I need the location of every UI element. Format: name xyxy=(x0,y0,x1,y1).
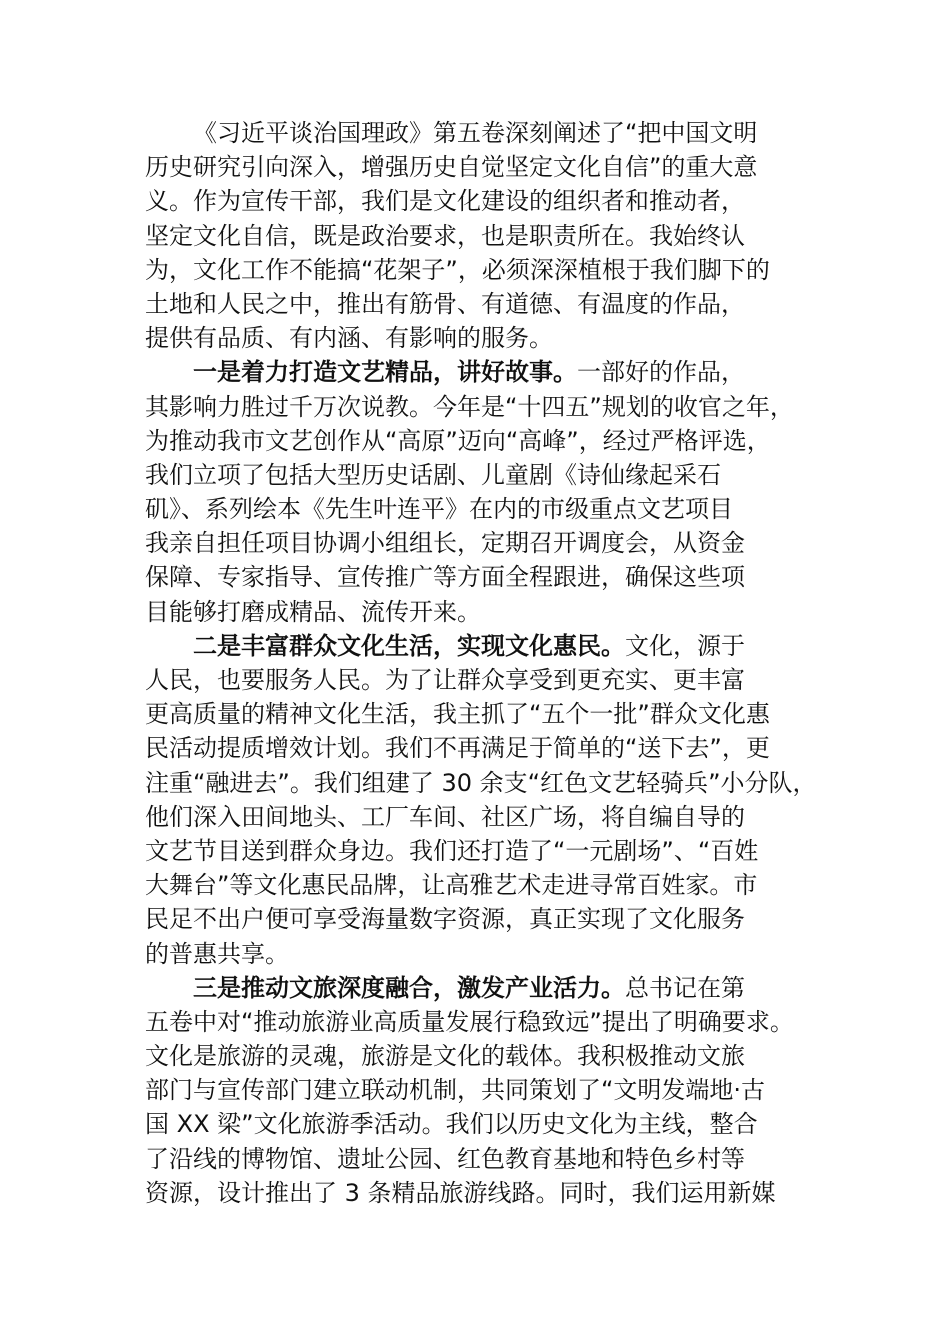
text-line xyxy=(145,355,845,389)
text-run: 文化，源于 xyxy=(625,631,745,660)
section-heading: 三是推动文旅深度融合，激发产业活力。 xyxy=(193,973,625,1002)
text-line: 国 XX 梁”文化旅游季活动。我们以历史文化为主线，整合 xyxy=(145,1110,758,1139)
section-heading: 一是着力打造文艺精品，讲好故事。 xyxy=(193,358,577,387)
text-line: 提供有品质、有内涵、有影响的服务。 xyxy=(145,324,553,353)
text-line: 了沿线的博物馆、遗址公园、红色教育基地和特色乡村等 xyxy=(145,1144,745,1173)
text-line: 《习近平谈治国理政》第五卷深刻阐述了“把中国文明 xyxy=(193,119,758,147)
text-line: 民活动提质增效计划。我们不再满足于简单的“送下去”，更 xyxy=(145,734,770,763)
text-line: 民足不出户便可享受海量数字资源，真正实现了文化服务 xyxy=(145,905,745,934)
text-line: 为，文化工作不能搞“花架子”，必须深深植根于我们脚下的 xyxy=(145,255,770,284)
paragraph-point-three xyxy=(145,971,845,1210)
section-heading: 二是丰富群众文化生活，实现文化惠民。 xyxy=(193,631,625,660)
text-line: 文化是旅游的灵魂，旅游是文化的载体。我积极推动文旅 xyxy=(145,1042,745,1071)
text-line xyxy=(145,629,845,663)
text-line: 人民，也要服务人民。为了让群众享受到更充实、更丰富 xyxy=(145,666,745,694)
text-line: 文艺节目送到群众身边。我们还打造了“一元剧场”、“百姓 xyxy=(145,836,759,865)
text-run: 一部好的作品， xyxy=(577,358,745,387)
text-line: 的普惠共享。 xyxy=(145,939,289,968)
text-line: 他们深入田间地头、工厂车间、社区广场，将自编自导的 xyxy=(145,802,745,831)
text-line: 土地和人民之中，推出有筋骨、有道德、有温度的作品， xyxy=(145,289,745,318)
document-page xyxy=(145,116,845,1210)
paragraph-point-two xyxy=(145,629,845,971)
text-line: 我们立项了包括大型历史话剧、儿童剧《诗仙缘起采石 xyxy=(145,460,721,489)
text-line: 其影响力胜过千万次说教。今年是“十四五”规划的收官之年， xyxy=(145,392,794,421)
text-line: 为推动我市文艺创作从“高原”迈向“高峰”，经过严格评选， xyxy=(145,426,771,455)
paragraph-intro xyxy=(145,116,845,355)
text-line: 注重“融进去”。我们组建了 30 余支“红色文艺轻骑兵”小分队， xyxy=(145,768,817,797)
paragraph-point-one xyxy=(145,355,845,629)
text-line: 大舞台”等文化惠民品牌，让高雅艺术走进寻常百姓家。市 xyxy=(145,871,758,900)
text-line: 坚定文化自信，既是政治要求，也是职责所在。我始终认 xyxy=(145,221,745,250)
text-line: 我亲自担任项目协调小组组长，定期召开调度会，从资金 xyxy=(145,529,745,558)
text-line: 部门与宣传部门建立联动机制，共同策划了“文明发端地·古 xyxy=(145,1076,766,1105)
text-line: 更高质量的精神文化生活，我主抓了“五个一批”群众文化惠 xyxy=(145,700,770,729)
text-line: 五卷中对“推动旅游业高质量发展行稳致远”提出了明确要求。 xyxy=(145,1007,794,1036)
text-run: 总书记在第 xyxy=(625,973,745,1002)
text-line xyxy=(145,971,845,1005)
text-line: 义。作为宣传干部，我们是文化建设的组织者和推动者， xyxy=(145,187,745,216)
text-line: 目能够打磨成精品、流传开来。 xyxy=(145,597,481,626)
text-line: 矶》、系列绘本《先生叶连平》在内的市级重点文艺项目 xyxy=(145,495,733,524)
text-line: 历史研究引向深入，增强历史自觉坚定文化自信”的重大意 xyxy=(145,153,758,182)
text-line: 保障、专家指导、宣传推广等方面全程跟进，确保这些项 xyxy=(145,563,745,592)
text-line: 资源，设计推出了 3 条精品旅游线路。同时，我们运用新媒 xyxy=(145,1178,776,1207)
